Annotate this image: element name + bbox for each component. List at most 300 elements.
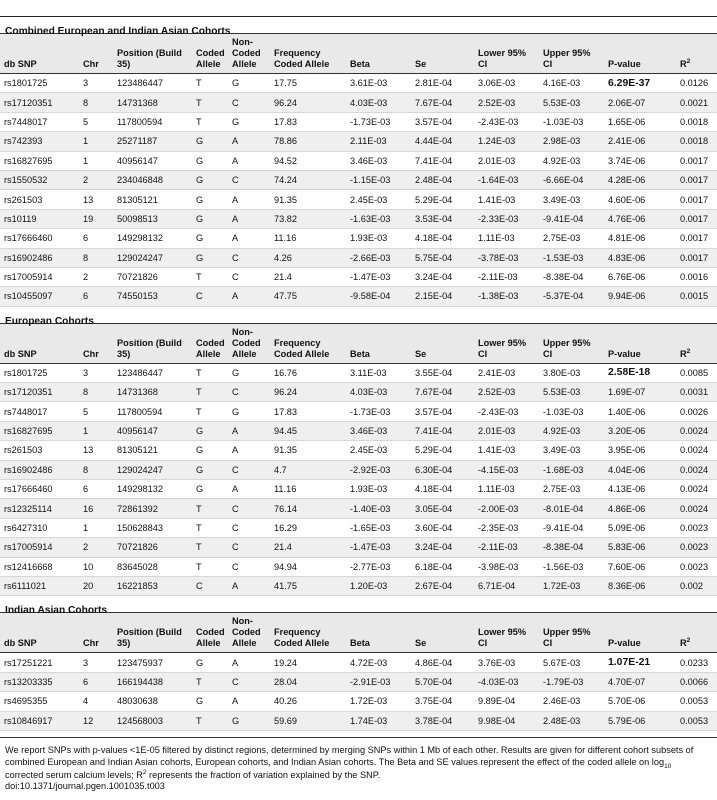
cell-lower: -2.11E-03 bbox=[474, 538, 539, 557]
cell-r2: 0.0024 bbox=[676, 480, 717, 499]
column-header-se: Se bbox=[411, 324, 474, 364]
cell-pvalue: 4.83E-06 bbox=[604, 248, 676, 267]
column-header-noncoded: Non-Coded Allele bbox=[228, 34, 270, 74]
cell-lower: 1.11E-03 bbox=[474, 229, 539, 248]
cell-position: 83645028 bbox=[113, 557, 192, 576]
cell-se: 6.30E-04 bbox=[411, 460, 474, 479]
cell-lower: -4.15E-03 bbox=[474, 460, 539, 479]
cell-lower: 2.52E-03 bbox=[474, 93, 539, 112]
cell-pvalue: 4.28E-06 bbox=[604, 170, 676, 189]
cell-chr: 2 bbox=[79, 538, 113, 557]
cell-chr: 19 bbox=[79, 209, 113, 228]
cell-lower: -2.00E-03 bbox=[474, 499, 539, 518]
results-table bbox=[0, 34, 717, 307]
column-header-position: Position (Build 35) bbox=[113, 34, 192, 74]
table-row bbox=[0, 711, 717, 730]
table-row bbox=[0, 441, 717, 460]
cell-noncoded: G bbox=[228, 402, 270, 421]
cell-snp: rs17666460 bbox=[0, 480, 79, 499]
cell-r2: 0.0017 bbox=[676, 170, 717, 189]
table-row bbox=[0, 653, 717, 672]
table-row bbox=[0, 287, 717, 306]
cell-freq: 21.4 bbox=[270, 538, 346, 557]
column-header-chr: Chr bbox=[79, 324, 113, 364]
table-row bbox=[0, 229, 717, 248]
cell-upper: -8.38E-04 bbox=[539, 538, 604, 557]
section-title: Combined European and Indian Asian Cohorts bbox=[0, 17, 717, 34]
column-header-beta: Beta bbox=[346, 324, 411, 364]
cell-chr: 13 bbox=[79, 190, 113, 209]
cell-noncoded: A bbox=[228, 653, 270, 672]
cell-coded: T bbox=[192, 711, 228, 730]
footnote-text-2: corrected serum calcium levels; R bbox=[5, 769, 143, 780]
cell-chr: 8 bbox=[79, 93, 113, 112]
table-row bbox=[0, 460, 717, 479]
cell-position: 150628843 bbox=[113, 518, 192, 537]
r2-superscript: 2 bbox=[686, 347, 691, 355]
cell-coded: T bbox=[192, 383, 228, 402]
cell-freq: 41.75 bbox=[270, 576, 346, 595]
cell-pvalue: 4.70E-07 bbox=[604, 672, 676, 691]
cell-freq: 19.24 bbox=[270, 653, 346, 672]
cell-upper: 2.98E-03 bbox=[539, 132, 604, 151]
cell-pvalue: 5.83E-06 bbox=[604, 538, 676, 557]
cell-position: 149298132 bbox=[113, 480, 192, 499]
cell-chr: 3 bbox=[79, 363, 113, 382]
table-sections bbox=[0, 17, 717, 731]
column-header-lower: Lower 95% CI bbox=[474, 34, 539, 74]
cell-position: 25271187 bbox=[113, 132, 192, 151]
column-header-snp: db SNP bbox=[0, 34, 79, 74]
cell-snp: rs12416668 bbox=[0, 557, 79, 576]
cell-snp: rs13203335 bbox=[0, 672, 79, 691]
cell-r2: 0.0026 bbox=[676, 402, 717, 421]
cell-freq: 11.16 bbox=[270, 229, 346, 248]
cell-pvalue: 6.76E-06 bbox=[604, 267, 676, 286]
doi-line[interactable]: doi:10.1371/journal.pgen.1001035.t003 bbox=[5, 780, 165, 791]
header-row bbox=[0, 613, 717, 653]
cell-freq: 4.26 bbox=[270, 248, 346, 267]
cell-se: 3.24E-04 bbox=[411, 538, 474, 557]
results-table bbox=[0, 324, 717, 597]
cell-snp: rs742393 bbox=[0, 132, 79, 151]
cell-se: 3.53E-04 bbox=[411, 209, 474, 228]
cell-noncoded: G bbox=[228, 112, 270, 131]
table-row bbox=[0, 692, 717, 711]
column-header-upper: Upper 95% CI bbox=[539, 324, 604, 364]
cell-coded: T bbox=[192, 402, 228, 421]
cell-snp: rs12325114 bbox=[0, 499, 79, 518]
column-header-freq: Frequency Coded Allele bbox=[270, 34, 346, 74]
cell-coded: G bbox=[192, 229, 228, 248]
cell-coded: T bbox=[192, 557, 228, 576]
cell-noncoded: C bbox=[228, 383, 270, 402]
cell-position: 16221853 bbox=[113, 576, 192, 595]
cell-pvalue: 3.20E-06 bbox=[604, 421, 676, 440]
cell-position: 149298132 bbox=[113, 229, 192, 248]
table-row bbox=[0, 248, 717, 267]
column-header-r2 bbox=[676, 613, 717, 653]
cell-freq: 17.75 bbox=[270, 74, 346, 93]
cell-freq: 78.86 bbox=[270, 132, 346, 151]
cell-chr: 5 bbox=[79, 112, 113, 131]
cell-lower: -1.38E-03 bbox=[474, 287, 539, 306]
cell-lower: -2.35E-03 bbox=[474, 518, 539, 537]
cell-lower: -2.43E-03 bbox=[474, 112, 539, 131]
cell-coded: G bbox=[192, 151, 228, 170]
table-row bbox=[0, 576, 717, 595]
cell-pvalue: 4.86E-06 bbox=[604, 499, 676, 518]
cell-beta: 1.93E-03 bbox=[346, 229, 411, 248]
cell-beta: 2.45E-03 bbox=[346, 190, 411, 209]
cell-upper: -1.53E-03 bbox=[539, 248, 604, 267]
cell-coded: T bbox=[192, 93, 228, 112]
cell-pvalue: 8.36E-06 bbox=[604, 576, 676, 595]
cell-freq: 28.04 bbox=[270, 672, 346, 691]
cell-coded: G bbox=[192, 653, 228, 672]
table-row bbox=[0, 518, 717, 537]
r2-superscript: 2 bbox=[686, 57, 691, 65]
cell-position: 124568003 bbox=[113, 711, 192, 730]
cell-noncoded: C bbox=[228, 672, 270, 691]
r2-base: R bbox=[680, 59, 687, 69]
cell-position: 14731368 bbox=[113, 383, 192, 402]
cell-pvalue: 1.07E-21 bbox=[604, 653, 676, 672]
cell-chr: 6 bbox=[79, 480, 113, 499]
cell-coded: T bbox=[192, 518, 228, 537]
cell-coded: T bbox=[192, 112, 228, 131]
cell-beta: -1.47E-03 bbox=[346, 538, 411, 557]
cell-freq: 11.16 bbox=[270, 480, 346, 499]
cell-position: 129024247 bbox=[113, 460, 192, 479]
cell-freq: 59.69 bbox=[270, 711, 346, 730]
cell-freq: 91.35 bbox=[270, 190, 346, 209]
cell-coded: G bbox=[192, 170, 228, 189]
cell-lower: 3.76E-03 bbox=[474, 653, 539, 672]
footnote-log-subscript: 10 bbox=[664, 763, 672, 771]
cell-upper: 4.92E-03 bbox=[539, 151, 604, 170]
cell-upper: 2.75E-03 bbox=[539, 229, 604, 248]
cell-snp: rs17251221 bbox=[0, 653, 79, 672]
cell-freq: 94.45 bbox=[270, 421, 346, 440]
cell-upper: 5.53E-03 bbox=[539, 93, 604, 112]
cell-noncoded: A bbox=[228, 151, 270, 170]
cell-chr: 12 bbox=[79, 711, 113, 730]
cell-position: 123486447 bbox=[113, 363, 192, 382]
column-header-coded: Coded Allele bbox=[192, 324, 228, 364]
cell-r2: 0.0024 bbox=[676, 460, 717, 479]
cell-r2: 0.0023 bbox=[676, 538, 717, 557]
column-header-freq: Frequency Coded Allele bbox=[270, 613, 346, 653]
column-header-freq: Frequency Coded Allele bbox=[270, 324, 346, 364]
cell-position: 129024247 bbox=[113, 248, 192, 267]
cell-position: 48030638 bbox=[113, 692, 192, 711]
table-row bbox=[0, 132, 717, 151]
cell-beta: -1.63E-03 bbox=[346, 209, 411, 228]
cell-upper: 3.80E-03 bbox=[539, 363, 604, 382]
cell-lower: -3.98E-03 bbox=[474, 557, 539, 576]
cell-pvalue: 4.04E-06 bbox=[604, 460, 676, 479]
cell-pvalue: 3.95E-06 bbox=[604, 441, 676, 460]
cell-position: 123486447 bbox=[113, 74, 192, 93]
cell-noncoded: C bbox=[228, 93, 270, 112]
column-header-pvalue: P-value bbox=[604, 613, 676, 653]
cell-se: 5.75E-04 bbox=[411, 248, 474, 267]
column-header-upper: Upper 95% CI bbox=[539, 34, 604, 74]
cell-se: 4.18E-04 bbox=[411, 480, 474, 499]
cell-lower: -4.03E-03 bbox=[474, 672, 539, 691]
cell-coded: T bbox=[192, 267, 228, 286]
column-header-upper: Upper 95% CI bbox=[539, 613, 604, 653]
column-header-pvalue: P-value bbox=[604, 324, 676, 364]
table-row bbox=[0, 383, 717, 402]
table-footnote bbox=[0, 737, 717, 781]
cell-snp: rs261503 bbox=[0, 441, 79, 460]
column-header-snp: db SNP bbox=[0, 324, 79, 364]
cell-lower: -3.78E-03 bbox=[474, 248, 539, 267]
column-header-r2 bbox=[676, 34, 717, 74]
cell-position: 14731368 bbox=[113, 93, 192, 112]
cell-se: 5.70E-04 bbox=[411, 672, 474, 691]
cell-chr: 8 bbox=[79, 383, 113, 402]
cell-freq: 40.26 bbox=[270, 692, 346, 711]
cell-upper: -1.56E-03 bbox=[539, 557, 604, 576]
column-header-position: Position (Build 35) bbox=[113, 324, 192, 364]
cell-coded: G bbox=[192, 248, 228, 267]
cell-se: 6.18E-04 bbox=[411, 557, 474, 576]
cell-pvalue: 1.69E-07 bbox=[604, 383, 676, 402]
cell-coded: G bbox=[192, 421, 228, 440]
cell-noncoded: C bbox=[228, 170, 270, 189]
cell-position: 166194438 bbox=[113, 672, 192, 691]
cell-se: 3.05E-04 bbox=[411, 499, 474, 518]
cell-se: 3.57E-04 bbox=[411, 402, 474, 421]
column-header-coded: Coded Allele bbox=[192, 34, 228, 74]
cell-noncoded: G bbox=[228, 74, 270, 93]
cell-beta: 3.46E-03 bbox=[346, 151, 411, 170]
table-row bbox=[0, 112, 717, 131]
cell-upper: -1.79E-03 bbox=[539, 672, 604, 691]
cell-lower: 6.71E-04 bbox=[474, 576, 539, 595]
cell-position: 117800594 bbox=[113, 402, 192, 421]
cell-snp: rs1801725 bbox=[0, 74, 79, 93]
cell-beta: 2.45E-03 bbox=[346, 441, 411, 460]
cell-r2: 0.0017 bbox=[676, 151, 717, 170]
cell-se: 2.48E-04 bbox=[411, 170, 474, 189]
cell-upper: 4.92E-03 bbox=[539, 421, 604, 440]
cell-noncoded: A bbox=[228, 421, 270, 440]
cell-se: 7.67E-04 bbox=[411, 383, 474, 402]
cell-lower: 9.98E-04 bbox=[474, 711, 539, 730]
cell-freq: 17.83 bbox=[270, 402, 346, 421]
cell-snp: rs7448017 bbox=[0, 112, 79, 131]
results-table bbox=[0, 613, 717, 731]
cell-noncoded: A bbox=[228, 692, 270, 711]
cell-beta: 4.72E-03 bbox=[346, 653, 411, 672]
cell-pvalue: 5.70E-06 bbox=[604, 692, 676, 711]
cell-r2: 0.0017 bbox=[676, 209, 717, 228]
cell-beta: 1.93E-03 bbox=[346, 480, 411, 499]
cell-chr: 1 bbox=[79, 421, 113, 440]
cell-chr: 3 bbox=[79, 653, 113, 672]
cell-r2: 0.0233 bbox=[676, 653, 717, 672]
cell-upper: -8.38E-04 bbox=[539, 267, 604, 286]
column-header-snp: db SNP bbox=[0, 613, 79, 653]
cell-coded: T bbox=[192, 363, 228, 382]
cell-freq: 16.76 bbox=[270, 363, 346, 382]
cell-lower: -1.64E-03 bbox=[474, 170, 539, 189]
cell-se: 2.15E-04 bbox=[411, 287, 474, 306]
cell-pvalue: 7.60E-06 bbox=[604, 557, 676, 576]
cell-se: 2.67E-04 bbox=[411, 576, 474, 595]
cell-pvalue: 4.76E-06 bbox=[604, 209, 676, 228]
cell-chr: 20 bbox=[79, 576, 113, 595]
cell-position: 81305121 bbox=[113, 441, 192, 460]
column-header-noncoded: Non-Coded Allele bbox=[228, 613, 270, 653]
cell-coded: G bbox=[192, 132, 228, 151]
cell-position: 72861392 bbox=[113, 499, 192, 518]
cell-snp: rs16902486 bbox=[0, 248, 79, 267]
cell-position: 40956147 bbox=[113, 151, 192, 170]
cell-position: 50098513 bbox=[113, 209, 192, 228]
column-header-lower: Lower 95% CI bbox=[474, 324, 539, 364]
cell-r2: 0.0017 bbox=[676, 229, 717, 248]
table-row bbox=[0, 363, 717, 382]
table-row bbox=[0, 499, 717, 518]
cell-chr: 8 bbox=[79, 248, 113, 267]
cell-noncoded: C bbox=[228, 499, 270, 518]
cell-snp: rs1550532 bbox=[0, 170, 79, 189]
cell-beta: -1.15E-03 bbox=[346, 170, 411, 189]
cell-lower: 1.24E-03 bbox=[474, 132, 539, 151]
cell-coded: C bbox=[192, 287, 228, 306]
cell-beta: 4.03E-03 bbox=[346, 383, 411, 402]
cell-snp: rs1801725 bbox=[0, 363, 79, 382]
cell-chr: 6 bbox=[79, 672, 113, 691]
cell-freq: 16.29 bbox=[270, 518, 346, 537]
cell-freq: 94.52 bbox=[270, 151, 346, 170]
cell-chr: 2 bbox=[79, 170, 113, 189]
cell-snp: rs16827695 bbox=[0, 151, 79, 170]
cell-upper: -8.01E-04 bbox=[539, 499, 604, 518]
cell-coded: T bbox=[192, 499, 228, 518]
cell-chr: 2 bbox=[79, 267, 113, 286]
cell-r2: 0.0031 bbox=[676, 383, 717, 402]
cell-freq: 73.82 bbox=[270, 209, 346, 228]
cell-pvalue: 3.74E-06 bbox=[604, 151, 676, 170]
table-row bbox=[0, 93, 717, 112]
cell-position: 117800594 bbox=[113, 112, 192, 131]
cell-beta: -2.66E-03 bbox=[346, 248, 411, 267]
cell-snp: rs16902486 bbox=[0, 460, 79, 479]
column-header-se: Se bbox=[411, 34, 474, 74]
footnote-text-3: represents the fraction of variation explained by the SNP. bbox=[146, 769, 381, 780]
cell-beta: 1.20E-03 bbox=[346, 576, 411, 595]
cell-upper: 2.48E-03 bbox=[539, 711, 604, 730]
cell-coded: G bbox=[192, 190, 228, 209]
cell-r2: 0.0015 bbox=[676, 287, 717, 306]
cell-r2: 0.0024 bbox=[676, 421, 717, 440]
cell-coded: G bbox=[192, 441, 228, 460]
cell-chr: 6 bbox=[79, 229, 113, 248]
header-row bbox=[0, 324, 717, 364]
cell-pvalue: 6.29E-37 bbox=[604, 74, 676, 93]
cell-se: 5.29E-04 bbox=[411, 190, 474, 209]
cell-coded: T bbox=[192, 538, 228, 557]
cell-se: 3.24E-04 bbox=[411, 267, 474, 286]
cell-pvalue: 2.58E-18 bbox=[604, 363, 676, 382]
cell-lower: 3.06E-03 bbox=[474, 74, 539, 93]
cell-se: 7.41E-04 bbox=[411, 151, 474, 170]
cell-coded: C bbox=[192, 576, 228, 595]
cell-upper: -6.66E-04 bbox=[539, 170, 604, 189]
cell-beta: -1.40E-03 bbox=[346, 499, 411, 518]
cell-beta: -9.58E-04 bbox=[346, 287, 411, 306]
table-row bbox=[0, 557, 717, 576]
cell-chr: 1 bbox=[79, 151, 113, 170]
cell-upper: -9.41E-04 bbox=[539, 518, 604, 537]
cell-lower: -2.43E-03 bbox=[474, 402, 539, 421]
cell-freq: 47.75 bbox=[270, 287, 346, 306]
cell-noncoded: C bbox=[228, 248, 270, 267]
cell-coded: G bbox=[192, 209, 228, 228]
cell-freq: 96.24 bbox=[270, 93, 346, 112]
cell-r2: 0.0018 bbox=[676, 132, 717, 151]
cell-pvalue: 1.65E-06 bbox=[604, 112, 676, 131]
cell-position: 70721826 bbox=[113, 267, 192, 286]
header-row bbox=[0, 34, 717, 74]
cell-r2: 0.0017 bbox=[676, 248, 717, 267]
column-header-beta: Beta bbox=[346, 613, 411, 653]
cell-beta: -2.91E-03 bbox=[346, 672, 411, 691]
footnote-r2-superscript: 2 bbox=[142, 768, 147, 776]
cell-beta: -1.73E-03 bbox=[346, 402, 411, 421]
cell-chr: 4 bbox=[79, 692, 113, 711]
cell-snp: rs17120351 bbox=[0, 93, 79, 112]
cell-noncoded: C bbox=[228, 518, 270, 537]
cell-se: 7.41E-04 bbox=[411, 421, 474, 440]
cell-chr: 13 bbox=[79, 441, 113, 460]
cell-noncoded: C bbox=[228, 460, 270, 479]
cell-upper: -1.03E-03 bbox=[539, 402, 604, 421]
cell-upper: 2.75E-03 bbox=[539, 480, 604, 499]
cell-lower: 2.52E-03 bbox=[474, 383, 539, 402]
cell-snp: rs6111021 bbox=[0, 576, 79, 595]
cell-upper: -5.37E-04 bbox=[539, 287, 604, 306]
cell-position: 74550153 bbox=[113, 287, 192, 306]
table-row bbox=[0, 480, 717, 499]
column-header-beta: Beta bbox=[346, 34, 411, 74]
table-row bbox=[0, 170, 717, 189]
cell-upper: 4.16E-03 bbox=[539, 74, 604, 93]
cell-noncoded: A bbox=[228, 132, 270, 151]
cell-pvalue: 4.13E-06 bbox=[604, 480, 676, 499]
cell-upper: 3.49E-03 bbox=[539, 441, 604, 460]
section-title: Indian Asian Cohorts bbox=[0, 596, 717, 613]
cell-se: 4.44E-04 bbox=[411, 132, 474, 151]
cell-r2: 0.0017 bbox=[676, 190, 717, 209]
cell-se: 3.60E-04 bbox=[411, 518, 474, 537]
cell-chr: 16 bbox=[79, 499, 113, 518]
cell-r2: 0.0023 bbox=[676, 518, 717, 537]
cell-snp: rs6427310 bbox=[0, 518, 79, 537]
cell-coded: T bbox=[192, 672, 228, 691]
cell-beta: 3.46E-03 bbox=[346, 421, 411, 440]
cell-r2: 0.0021 bbox=[676, 93, 717, 112]
table-row bbox=[0, 267, 717, 286]
cell-snp: rs17120351 bbox=[0, 383, 79, 402]
cell-freq: 94.94 bbox=[270, 557, 346, 576]
